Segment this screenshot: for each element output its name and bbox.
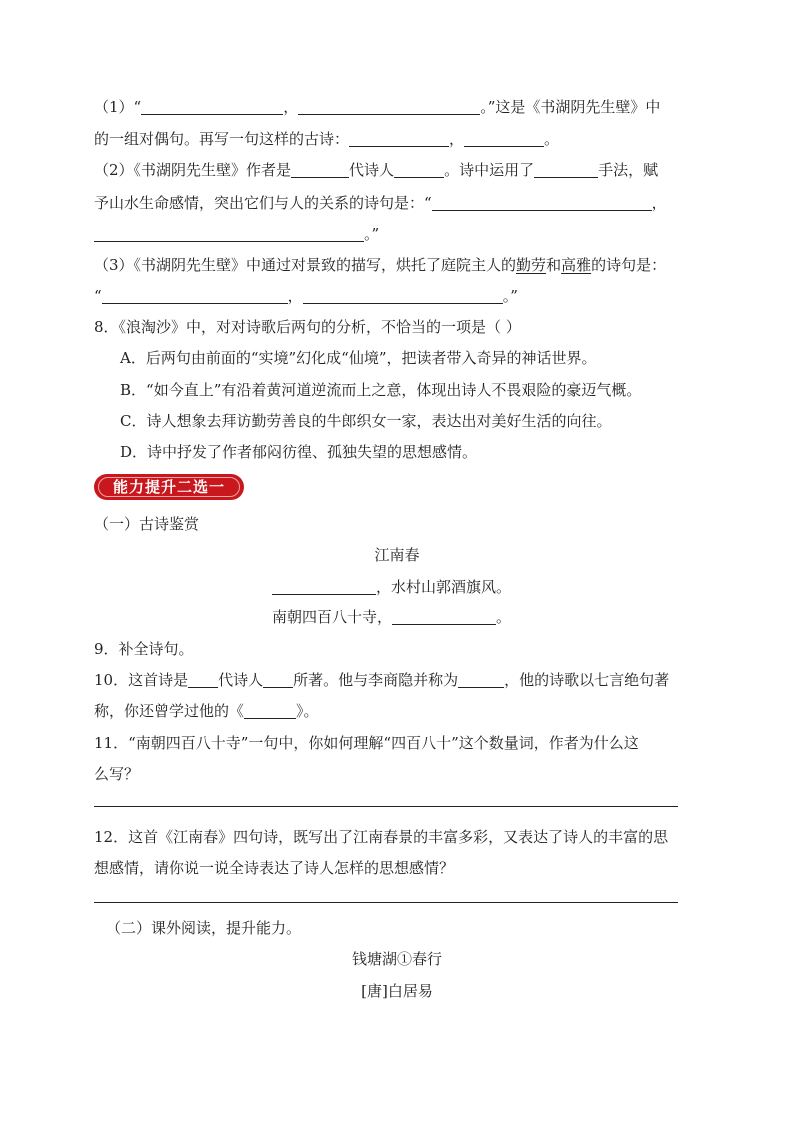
q12-line1: 12．这首《江南春》四句诗，既写出了江南春景的丰富多彩，又表达了诗人的丰富的思 bbox=[94, 828, 669, 846]
section2-heading: （二）课外阅读，提升能力。 bbox=[106, 919, 302, 937]
q7-part2-line2: 予山水生命感情，突出它们与人的关系的诗句是：“ ， bbox=[94, 194, 667, 212]
q7-part2-line1: （2）《书湖阴先生壁》作者是 代诗人 。诗中运用了 手法，赋 bbox=[94, 161, 659, 179]
q8-option-b[interactable]: B．“如今直上”有沿着黄河道逆流而上之意，体现出诗人不畏艰险的豪迈气概。 bbox=[120, 381, 642, 399]
poem-title: 江南春 bbox=[374, 546, 420, 564]
answer-blank[interactable] bbox=[464, 131, 544, 147]
answer-blank[interactable] bbox=[272, 579, 376, 595]
q11-answer-line[interactable] bbox=[94, 806, 678, 807]
q8-option-d[interactable]: D．诗中抒发了作者郁闷彷徨、孤独失望的思想感情。 bbox=[120, 443, 478, 461]
answer-blank[interactable] bbox=[141, 99, 283, 115]
poem2-title: 钱塘湖①春行 bbox=[351, 950, 442, 968]
answer-blank[interactable] bbox=[244, 703, 296, 719]
q11-line2: 么写？ bbox=[94, 765, 140, 783]
answer-blank[interactable] bbox=[94, 226, 364, 242]
answer-blank[interactable] bbox=[303, 288, 503, 304]
answer-blank[interactable] bbox=[102, 288, 288, 304]
answer-blank[interactable] bbox=[188, 672, 218, 688]
poem2-author: [唐]白居易 bbox=[361, 982, 433, 1000]
poem-line2: 南朝四百八十寺， 。 bbox=[272, 608, 512, 626]
q8-option-a[interactable]: A．后两句由前面的“实境”幻化成“仙境”，把读者带入奇异的神话世界。 bbox=[120, 349, 597, 367]
answer-blank[interactable] bbox=[394, 162, 444, 178]
poem-line1: ，水村山郭酒旗风。 bbox=[272, 577, 511, 597]
q7-part3-line1: （3）《书湖阴先生壁》中通过对景致的描写，烘托了庭院主人的勤劳和高雅的诗句是： bbox=[94, 256, 667, 274]
q7-part3-line2: “ ， 。” bbox=[94, 287, 518, 305]
q10-line2: 称，你还曾学过他的《 》。 bbox=[94, 702, 319, 720]
q12-answer-line[interactable] bbox=[94, 902, 678, 903]
answer-blank[interactable] bbox=[458, 672, 504, 688]
answer-blank[interactable] bbox=[263, 672, 293, 688]
section1-heading: （一）古诗鉴赏 bbox=[94, 515, 200, 533]
q7-part2-line3: 。” bbox=[94, 224, 379, 244]
q7-part1-line1: （1）“ ， 。”这是《书湖阴先生壁》中 bbox=[94, 98, 661, 116]
answer-blank[interactable] bbox=[534, 162, 598, 178]
answer-blank[interactable] bbox=[349, 131, 449, 147]
q8-stem: 8．《浪淘沙》中，对对诗歌后两句的分析，不恰当的一项是（ ） bbox=[94, 318, 521, 336]
q11-line1: 11．“南朝四百八十寺”一句中，你如何理解“四百八十”这个数量词，作者为什么这 bbox=[94, 734, 639, 752]
answer-blank[interactable] bbox=[298, 99, 480, 115]
q8-option-c[interactable]: C．诗人想象去拜访勤劳善良的牛郎织女一家，表达出对美好生活的向往。 bbox=[120, 412, 612, 430]
q9-stem: 9．补全诗句。 bbox=[94, 640, 194, 658]
answer-blank[interactable] bbox=[392, 609, 496, 625]
answer-blank[interactable] bbox=[432, 195, 652, 211]
answer-blank[interactable] bbox=[291, 162, 349, 178]
section-banner: 能力提升二选一 bbox=[94, 474, 244, 500]
q7-part1-line2: 的一组对偶句。再写一句这样的古诗： ， 。 bbox=[94, 130, 560, 148]
q12-line2: 想感情，请你说一说全诗表达了诗人怎样的思想感情？ bbox=[94, 859, 455, 877]
q10-line1: 10．这首诗是 代诗人 所著。他与李商隐并称为 ，他的诗歌以七言绝句著 bbox=[94, 671, 670, 689]
